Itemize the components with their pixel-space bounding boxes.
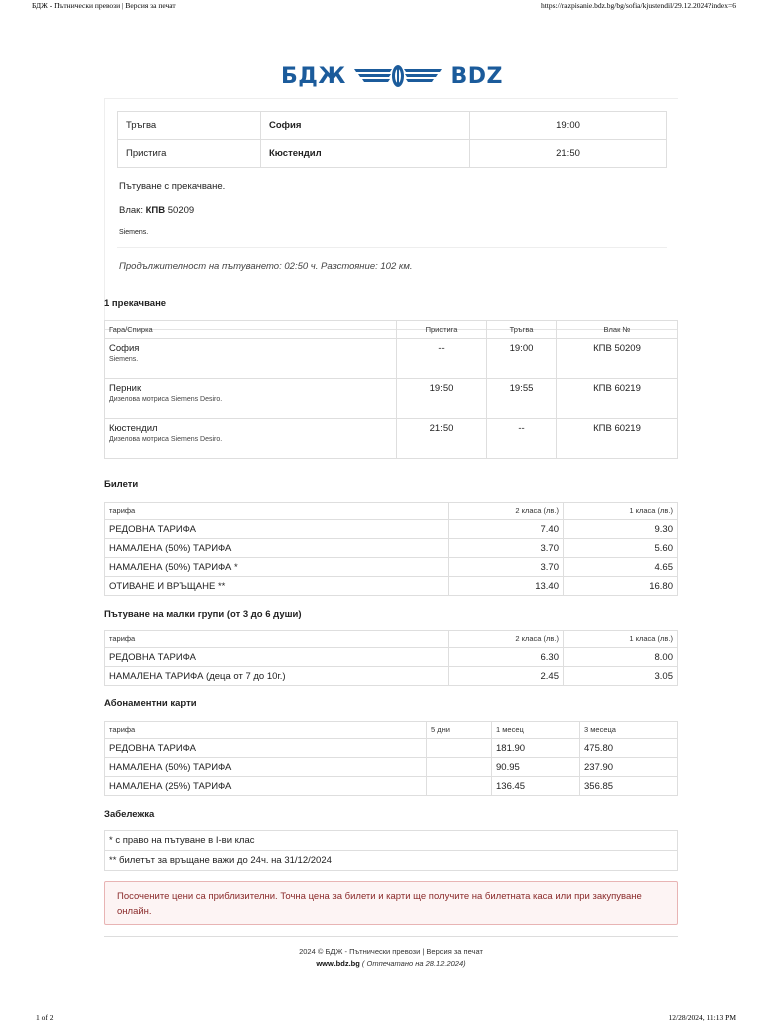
- divider: [104, 936, 678, 937]
- price-first: 8.00: [564, 648, 678, 667]
- passes-table: [104, 721, 678, 796]
- train-label: Влак:: [119, 205, 143, 216]
- price-first: 9.30: [564, 520, 678, 539]
- stop-station: София: [109, 343, 140, 354]
- price-second: 6.30: [449, 648, 564, 667]
- price-first: 5.60: [564, 539, 678, 558]
- stop-arrive: --: [397, 339, 487, 379]
- route-table: [117, 111, 667, 168]
- tariff-name: РЕДОВНА ТАРИФА: [105, 520, 449, 539]
- departs-station: София: [261, 112, 470, 140]
- table-row: [105, 758, 678, 777]
- col-1-month: 1 месец: [492, 722, 580, 739]
- departs-time: 19:00: [470, 112, 667, 140]
- price-disclaimer-alert: Посочените цени са приблизителни. Точна цена за билети и карти ще получите на билетната каса или при закупуване онлайн.: [104, 881, 678, 925]
- tariff-name: РЕДОВНА ТАРИФА: [105, 648, 449, 667]
- price-second: 7.40: [449, 520, 564, 539]
- train-info: [119, 205, 194, 216]
- notes-title: Забележка: [104, 809, 155, 820]
- table-row: [105, 379, 678, 419]
- table-row: [105, 339, 678, 379]
- col-train: Влак №: [557, 321, 678, 339]
- arrives-label: Пристига: [118, 140, 261, 168]
- footer-printed-date: ( Отпечатано на 28.12.2024): [361, 959, 466, 968]
- table-header-row: [105, 321, 678, 339]
- arrives-time: 21:50: [470, 140, 667, 168]
- col-tariff: тарифа: [105, 631, 449, 648]
- logo-text-bg: БДЖ: [281, 63, 346, 89]
- table-row: [105, 648, 678, 667]
- table-header-row: [105, 631, 678, 648]
- price-first: 16.80: [564, 577, 678, 596]
- tariff-name: РЕДОВНА ТАРИФА: [105, 739, 427, 758]
- col-3-months: 3 месеца: [580, 722, 678, 739]
- price-3-months: 475.80: [580, 739, 678, 758]
- price-3-months: 237.90: [580, 758, 678, 777]
- col-first-class: 1 класа (лв.): [564, 631, 678, 648]
- tariff-name: НАМАЛЕНА (50%) ТАРИФА *: [105, 558, 449, 577]
- train-type: КПВ: [145, 205, 166, 216]
- logo-text-latin: BDZ: [450, 63, 503, 89]
- table-row: [105, 577, 678, 596]
- stop-rolling-stock: Дизелова мотриса Siemens Desiro.: [109, 396, 223, 403]
- print-page-count: 1 of 2: [36, 1013, 54, 1022]
- table-header-row: [105, 503, 678, 520]
- price-second: 3.70: [449, 539, 564, 558]
- stop-station: Кюстендил: [109, 423, 158, 434]
- col-arrive: Пристига: [397, 321, 487, 339]
- price-first: 4.65: [564, 558, 678, 577]
- arrives-station: Кюстендил: [261, 140, 470, 168]
- train-number: 50209: [167, 205, 195, 216]
- divider: [117, 247, 667, 248]
- price-first: 3.05: [564, 667, 678, 686]
- stop-depart: 19:55: [487, 379, 557, 419]
- footer-site-line: [104, 958, 678, 970]
- tariff-name: НАМАЛЕНА (50%) ТАРИФА: [105, 758, 427, 777]
- tickets-table: [104, 502, 678, 596]
- table-row: [105, 539, 678, 558]
- trip-summary-panel: [104, 98, 678, 330]
- price-5-days: [427, 758, 492, 777]
- price-5-days: [427, 739, 492, 758]
- notes-table: [104, 830, 678, 871]
- print-url[interactable]: https://razpisanie.bdz.bg/bg/sofia/kjustendil/29.12.2024?index=6: [540, 1, 736, 10]
- departs-label: Тръгва: [118, 112, 261, 140]
- stop-train: КПВ 60219: [557, 419, 678, 459]
- note-item: ** билетът за връщане важи до 24ч. на 31/12/2024: [105, 851, 678, 871]
- tickets-title: Билети: [104, 479, 139, 490]
- col-first-class: 1 класа (лв.): [564, 503, 678, 520]
- tariff-name: НАМАЛЕНА (50%) ТАРИФА: [105, 539, 449, 558]
- groups-table: [104, 630, 678, 686]
- col-5-days: 5 дни: [427, 722, 492, 739]
- passes-title: Абонаментни карти: [104, 698, 197, 709]
- stops-table: [104, 320, 678, 459]
- print-footer: [0, 1010, 768, 1024]
- stop-arrive: 19:50: [397, 379, 487, 419]
- stops-title: 1 прекачване: [104, 298, 167, 309]
- stop-train: КПВ 50209: [557, 339, 678, 379]
- table-row: [118, 112, 667, 140]
- stop-rolling-stock: Дизелова мотриса Siemens Desiro.: [109, 436, 223, 443]
- bdz-logo: [281, 61, 503, 91]
- col-depart: Тръгва: [487, 321, 557, 339]
- table-row: [105, 831, 678, 851]
- price-5-days: [427, 777, 492, 796]
- footer-copyright: 2024 © БДЖ - Пътнически превози | Версия за печат: [299, 947, 483, 956]
- col-station: Гара/Спирка: [105, 321, 397, 339]
- price-1-month: 136.45: [492, 777, 580, 796]
- stop-rolling-stock: Siemens.: [109, 356, 139, 363]
- groups-title: Пътуване на малки групи (от 3 до 6 души): [104, 609, 302, 620]
- print-header: [0, 0, 768, 14]
- price-1-month: 181.90: [492, 739, 580, 758]
- table-header-row: [105, 722, 678, 739]
- col-second-class: 2 класа (лв.): [449, 631, 564, 648]
- tariff-name: НАМАЛЕНА (25%) ТАРИФА: [105, 777, 427, 796]
- print-datetime: 12/28/2024, 11:13 PM: [668, 1013, 736, 1022]
- winged-wheel-logo-icon: [352, 63, 444, 89]
- col-tariff: тарифа: [105, 722, 427, 739]
- stop-depart: --: [487, 419, 557, 459]
- transfer-note: Пътуване с прекачване.: [119, 181, 226, 192]
- price-1-month: 90.95: [492, 758, 580, 777]
- table-row: [105, 667, 678, 686]
- table-row: [105, 739, 678, 758]
- note-item: * с право на пътуване в I-ви клас: [105, 831, 678, 851]
- stop-depart: 19:00: [487, 339, 557, 379]
- site-footer: [104, 946, 678, 970]
- stop-train: КПВ 60219: [557, 379, 678, 419]
- table-row: [105, 777, 678, 796]
- price-second: 2.45: [449, 667, 564, 686]
- tariff-name: ОТИВАНЕ И ВРЪЩАНЕ **: [105, 577, 449, 596]
- col-tariff: тарифа: [105, 503, 449, 520]
- stop-arrive: 21:50: [397, 419, 487, 459]
- price-second: 13.40: [449, 577, 564, 596]
- price-second: 3.70: [449, 558, 564, 577]
- table-row: [105, 419, 678, 459]
- stop-station: Перник: [109, 383, 142, 394]
- print-page-title: БДЖ - Пътнически превози | Версия за печат: [32, 1, 176, 10]
- table-row: [105, 520, 678, 539]
- duration-text: Продължителност на пътуването: 02:50 ч. Разстояние: 102 км.: [119, 261, 413, 272]
- table-row: [118, 140, 667, 168]
- rolling-stock: Siemens.: [119, 229, 149, 236]
- tariff-name: НАМАЛЕНА ТАРИФА (деца от 7 до 10г.): [105, 667, 449, 686]
- table-row: [105, 851, 678, 871]
- price-3-months: 356.85: [580, 777, 678, 796]
- table-row: [105, 558, 678, 577]
- footer-site-link[interactable]: www.bdz.bg: [316, 959, 360, 968]
- col-second-class: 2 класа (лв.): [449, 503, 564, 520]
